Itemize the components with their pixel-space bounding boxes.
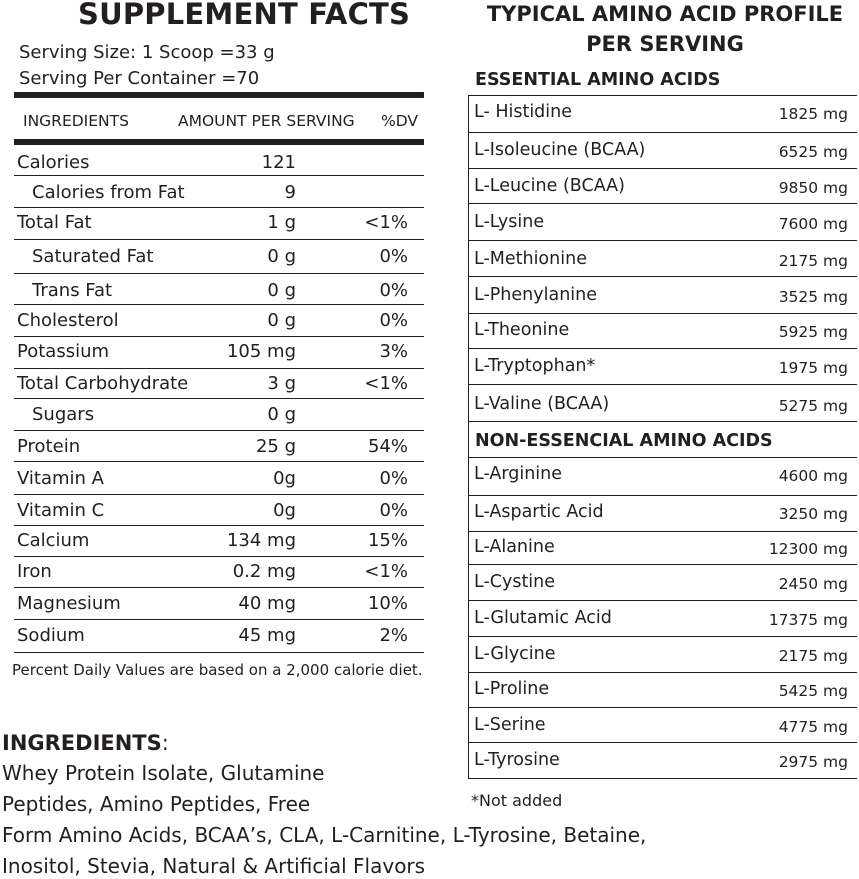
facts-row-divider	[14, 525, 424, 526]
amino-row-value: 3525 mg	[778, 288, 848, 306]
facts-row-dv: 2%	[379, 625, 408, 646]
amino-row-name: L-Cystine	[474, 572, 556, 592]
amino-row-name: L- Histidine	[474, 102, 573, 122]
amino-row-divider	[468, 707, 857, 708]
facts-row-amount: 105 mg	[226, 341, 296, 362]
facts-row-divider	[14, 273, 424, 274]
thick-divider-top	[14, 92, 424, 98]
facts-row-amount: 0 g	[267, 280, 296, 301]
amino-row-divider	[468, 672, 857, 673]
facts-row-amount: 25 g	[255, 436, 296, 457]
header-ingredients: INGREDIENTS	[23, 112, 129, 130]
facts-row-nutrient: Calories	[17, 152, 90, 173]
amino-row-name: L-Glutamic Acid	[474, 608, 612, 628]
amino-row-value: 1825 mg	[778, 105, 848, 123]
ingredients-heading-colon: :	[161, 731, 169, 755]
amino-row-value: 2175 mg	[778, 252, 848, 270]
amino-row-name: L-Valine (BCAA)	[474, 394, 610, 414]
facts-row-nutrient: Trans Fat	[32, 280, 113, 301]
amino-row-value: 5925 mg	[778, 323, 848, 341]
amino-row-name: L-Tyrosine	[474, 750, 560, 770]
facts-row-divider	[14, 239, 424, 240]
ingredients-line: Inositol, Stevia, Natural & Artificial Flavors	[2, 854, 426, 878]
facts-row-nutrient: Vitamin A	[17, 468, 104, 489]
facts-row-dv: 0%	[379, 500, 408, 521]
facts-row-amount: 134 mg	[226, 530, 296, 551]
facts-row-nutrient: Iron	[17, 561, 52, 582]
amino-row-divider	[468, 384, 857, 385]
amino-row-name: L-Tryptophan*	[474, 356, 596, 376]
header-dv: %DV	[381, 112, 418, 130]
facts-row-nutrient: Vitamin C	[17, 500, 105, 521]
facts-row-divider	[14, 336, 424, 337]
ingredients-line: Peptides, Amino Peptides, Free	[2, 792, 311, 816]
amino-row-name: L-Lysine	[474, 212, 545, 232]
facts-row-nutrient: Total Fat	[17, 212, 92, 233]
facts-row-divider	[14, 175, 424, 176]
supplement-facts-title: SUPPLEMENT FACTS	[78, 0, 411, 31]
facts-row-divider	[14, 587, 424, 588]
amino-row-value: 5425 mg	[778, 682, 848, 700]
facts-row-amount: 121	[261, 152, 296, 173]
amino-row-name: L-Leucine (BCAA)	[474, 176, 625, 196]
amino-table-border	[468, 96, 469, 778]
non-essential-heading: NON-ESSENCIAL AMINO ACIDS	[475, 431, 773, 451]
amino-row-name: L-Alanine	[474, 537, 555, 557]
facts-row-divider	[14, 430, 424, 431]
amino-profile-subtitle: PER SERVING	[586, 32, 744, 56]
amino-row-value: 5275 mg	[778, 397, 848, 415]
amino-row-value: 3250 mg	[778, 505, 848, 523]
not-added-footnote: *Not added	[471, 791, 563, 810]
amino-row-divider	[468, 600, 857, 601]
amino-row-value: 6525 mg	[778, 143, 848, 161]
facts-row-amount: 9	[284, 182, 296, 203]
amino-row-name: L-Serine	[474, 715, 546, 735]
amino-row-value: 4600 mg	[778, 467, 848, 485]
facts-row-divider	[14, 461, 424, 462]
amino-row-divider	[468, 240, 857, 241]
amino-row-value: 17375 mg	[768, 611, 848, 629]
facts-row-nutrient: Calcium	[17, 530, 90, 551]
ingredients-heading	[2, 731, 169, 755]
amino-row-divider	[468, 421, 857, 422]
facts-row-dv: 0%	[379, 310, 408, 331]
facts-row-dv: 15%	[367, 530, 408, 551]
essential-heading-rule	[468, 95, 857, 96]
facts-row-nutrient: Total Carbohydrate	[17, 373, 189, 394]
facts-row-amount: 0.2 mg	[232, 561, 296, 582]
facts-row-divider	[14, 207, 424, 208]
serving-size: Serving Size: 1 Scoop =33 g	[19, 42, 275, 63]
amino-row-value: 12300 mg	[768, 540, 848, 558]
facts-row-amount: 3 g	[267, 373, 296, 394]
amino-profile-title: TYPICAL AMINO ACID PROFILE	[486, 2, 844, 26]
facts-row-dv: 10%	[367, 593, 408, 614]
amino-row-divider	[468, 276, 857, 277]
amino-row-name: L-Glycine	[474, 644, 556, 664]
facts-row-nutrient: Magnesium	[17, 593, 121, 614]
amino-row-name: L-Isoleucine (BCAA)	[474, 140, 646, 160]
amino-row-value: 7600 mg	[778, 215, 848, 233]
amino-row-name: L-Phenylanine	[474, 285, 598, 305]
amino-row-value: 4775 mg	[778, 718, 848, 736]
amino-row-divider	[468, 742, 857, 743]
servings-per-container: Serving Per Container =70	[19, 68, 260, 89]
amino-row-value: 2975 mg	[778, 753, 848, 771]
amino-row-divider	[468, 203, 857, 204]
facts-row-nutrient: Calories from Fat	[32, 182, 185, 203]
ingredients-line: Whey Protein Isolate, Glutamine	[2, 761, 325, 785]
facts-row-divider	[14, 398, 424, 399]
facts-row-divider	[14, 556, 424, 557]
header-amount: AMOUNT PER SERVING	[178, 112, 355, 130]
facts-row-amount: 0 g	[267, 404, 296, 425]
daily-value-footnote: Percent Daily Values are based on a 2,000 calorie diet.	[12, 661, 423, 679]
facts-row-nutrient: Sugars	[32, 404, 95, 425]
amino-row-name: L-Arginine	[474, 464, 563, 484]
non-essential-heading-rule	[468, 457, 857, 458]
facts-row-dv: <1%	[364, 561, 408, 582]
facts-row-amount: 0 g	[267, 310, 296, 331]
facts-row-divider	[14, 652, 424, 653]
facts-row-divider	[14, 619, 424, 620]
amino-row-divider	[468, 778, 857, 779]
amino-row-divider	[468, 313, 857, 314]
facts-row-nutrient: Cholesterol	[17, 310, 119, 331]
ingredients-line: Form Amino Acids, BCAA’s, CLA, L-Carnitine, L-Tyrosine, Betaine,	[2, 823, 647, 847]
amino-row-divider	[468, 132, 857, 133]
amino-row-divider	[468, 495, 857, 496]
amino-row-value: 2450 mg	[778, 575, 848, 593]
facts-row-dv: <1%	[364, 373, 408, 394]
facts-row-dv: 0%	[379, 246, 408, 267]
facts-row-nutrient: Protein	[17, 436, 81, 457]
amino-row-name: L-Aspartic Acid	[474, 502, 604, 522]
facts-row-nutrient: Potassium	[17, 341, 110, 362]
facts-row-dv: 0%	[379, 468, 408, 489]
amino-row-divider	[468, 168, 857, 169]
amino-row-divider	[468, 531, 857, 532]
facts-row-dv: 3%	[379, 341, 408, 362]
facts-row-amount: 45 mg	[238, 625, 296, 646]
facts-row-nutrient: Saturated Fat	[32, 246, 154, 267]
amino-row-value: 1975 mg	[778, 359, 848, 377]
ingredients-heading-text: INGREDIENTS	[2, 731, 162, 755]
facts-row-divider	[14, 494, 424, 495]
facts-row-amount: 0g	[273, 468, 296, 489]
facts-row-amount: 0 g	[267, 246, 296, 267]
essential-heading: ESSENTIAL AMINO ACIDS	[475, 70, 721, 90]
facts-row-divider	[14, 304, 424, 305]
amino-row-name: L-Methionine	[474, 249, 587, 269]
thick-divider-header	[14, 139, 424, 145]
amino-row-divider	[468, 636, 857, 637]
facts-row-divider	[14, 368, 424, 369]
facts-row-amount: 0g	[273, 500, 296, 521]
amino-row-name: L-Theonine	[474, 320, 570, 340]
facts-row-nutrient: Sodium	[17, 625, 85, 646]
amino-row-value: 2175 mg	[778, 647, 848, 665]
facts-row-amount: 40 mg	[238, 593, 296, 614]
amino-row-divider	[468, 348, 857, 349]
facts-row-dv: <1%	[364, 212, 408, 233]
facts-row-dv: 54%	[367, 436, 408, 457]
amino-row-divider	[468, 564, 857, 565]
amino-row-value: 9850 mg	[778, 179, 848, 197]
facts-row-dv: 0%	[379, 280, 408, 301]
amino-row-name: L-Proline	[474, 679, 550, 699]
facts-row-amount: 1 g	[267, 212, 296, 233]
